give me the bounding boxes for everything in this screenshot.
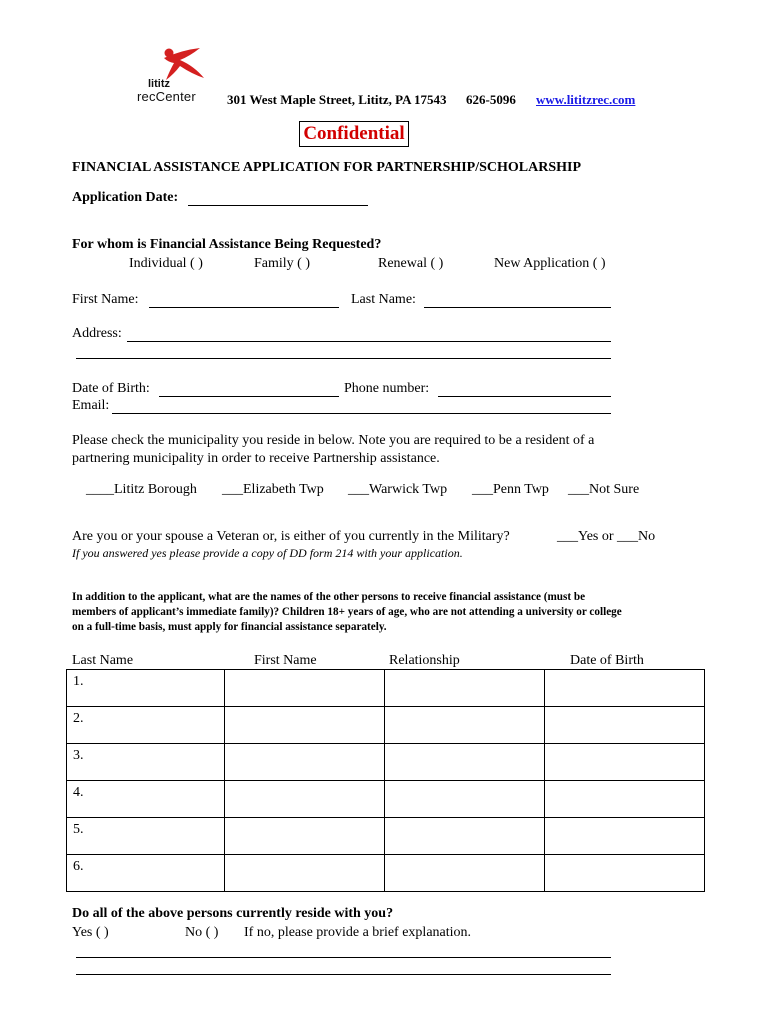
date-of-birth-cell[interactable] — [545, 818, 705, 855]
first-name-label: First Name: — [72, 292, 139, 307]
row-number: 5. — [73, 822, 84, 837]
table-row — [67, 670, 705, 707]
option-new-application[interactable]: New Application ( ) — [494, 256, 606, 271]
first-name-cell[interactable] — [225, 670, 385, 707]
first-name-cell[interactable] — [225, 818, 385, 855]
header-phone: 626-5096 — [466, 92, 516, 107]
dob-label: Date of Birth: — [72, 381, 150, 396]
reside-yes-option[interactable]: Yes ( ) — [72, 925, 109, 940]
reside-no-option[interactable]: No ( ) — [185, 925, 219, 940]
family-members-table — [66, 669, 705, 892]
header-address: 301 West Maple Street, Lititz, PA 17543 — [227, 92, 447, 107]
municipality-penn-twp[interactable]: ___Penn Twp — [472, 482, 549, 497]
option-individual[interactable]: Individual ( ) — [129, 256, 203, 271]
address-field-line-1[interactable] — [127, 341, 611, 342]
table-header-date-of-birth: Date of Birth — [570, 653, 644, 668]
table-row — [67, 781, 705, 818]
address-label: Address: — [72, 326, 122, 341]
table-header-last-name: Last Name — [72, 653, 134, 668]
row-number: 4. — [73, 785, 84, 800]
row-number: 3. — [73, 748, 84, 763]
row-number: 2. — [73, 711, 84, 726]
dob-field[interactable] — [159, 396, 339, 397]
reside-explanation-prompt: If no, please provide a brief explanation. — [244, 925, 472, 940]
explanation-field-line-1[interactable] — [76, 957, 611, 958]
municipality-instructions-line2: partnering municipality in order to receive Partnership assistance. — [72, 451, 440, 466]
confidential-stamp: Confidential — [299, 121, 409, 147]
relationship-cell[interactable] — [385, 818, 545, 855]
phone-label: Phone number: — [344, 381, 430, 396]
last-name-field[interactable] — [424, 307, 611, 308]
municipality-not-sure[interactable]: ___Not Sure — [568, 482, 640, 497]
row-number-cell[interactable] — [67, 707, 225, 744]
row-number-cell[interactable] — [67, 670, 225, 707]
veteran-question: Are you or your spouse a Veteran or, is either of you currently in the Military? — [72, 529, 510, 544]
first-name-cell[interactable] — [225, 781, 385, 818]
address-field-line-2[interactable] — [76, 358, 611, 359]
application-date-label: Application Date: — [72, 190, 179, 205]
other-persons-text-line2: members of applicant’s immediate family)? Children 18+ years of age, who are not attending a university or college — [72, 606, 622, 618]
municipality-lititz-borough[interactable]: ____Lititz Borough — [86, 482, 197, 497]
logo-figure-icon — [134, 44, 214, 84]
row-number: 1. — [73, 674, 84, 689]
table-row — [67, 744, 705, 781]
explanation-field-line-2[interactable] — [76, 974, 611, 975]
veteran-answers[interactable]: ___Yes or ___No — [557, 529, 656, 544]
date-of-birth-cell[interactable] — [545, 670, 705, 707]
row-number: 6. — [73, 859, 84, 874]
option-family[interactable]: Family ( ) — [254, 256, 310, 271]
application-date-field[interactable] — [188, 205, 368, 206]
relationship-cell[interactable] — [385, 670, 545, 707]
email-label: Email: — [72, 398, 110, 413]
veteran-note: If you answered yes please provide a copy of DD form 214 with your application. — [72, 546, 463, 560]
logo-word-lititz: lititz — [148, 78, 170, 90]
date-of-birth-cell[interactable] — [545, 744, 705, 781]
row-number-cell[interactable] — [67, 781, 225, 818]
first-name-cell[interactable] — [225, 707, 385, 744]
municipality-instructions-line1: Please check the municipality you reside in below. Note you are required to be a resident of a — [72, 433, 595, 448]
date-of-birth-cell[interactable] — [545, 707, 705, 744]
option-renewal[interactable]: Renewal ( ) — [378, 256, 444, 271]
first-name-field[interactable] — [149, 307, 339, 308]
date-of-birth-cell[interactable] — [545, 781, 705, 818]
municipality-warwick-twp[interactable]: ___Warwick Twp — [348, 482, 448, 497]
first-name-cell[interactable] — [225, 855, 385, 892]
form-title: FINANCIAL ASSISTANCE APPLICATION FOR PARTNERSHIP/SCHOLARSHIP — [72, 160, 582, 175]
table-row — [67, 818, 705, 855]
row-number-cell[interactable] — [67, 855, 225, 892]
relationship-cell[interactable] — [385, 855, 545, 892]
relationship-cell[interactable] — [385, 781, 545, 818]
last-name-label: Last Name: — [351, 292, 416, 307]
relationship-cell[interactable] — [385, 707, 545, 744]
header-website-link[interactable]: www.lititzrec.com — [536, 92, 636, 107]
relationship-cell[interactable] — [385, 744, 545, 781]
table-row — [67, 707, 705, 744]
logo-word-reccenter: recCenter — [137, 89, 196, 104]
reside-question: Do all of the above persons currently reside with you? — [72, 906, 394, 921]
email-field[interactable] — [112, 413, 611, 414]
phone-field[interactable] — [438, 396, 611, 397]
first-name-cell[interactable] — [225, 744, 385, 781]
other-persons-text-line3: on a full-time basis, must apply for financial assistance separately. — [72, 621, 387, 633]
other-persons-text-line1: In addition to the applicant, what are the names of the other persons to receive financial assistance (must be — [72, 591, 586, 603]
municipality-elizabeth-twp[interactable]: ___Elizabeth Twp — [222, 482, 324, 497]
for-whom-heading: For whom is Financial Assistance Being Requested? — [72, 237, 382, 252]
table-row — [67, 855, 705, 892]
lititz-reccenter-logo — [134, 44, 214, 106]
date-of-birth-cell[interactable] — [545, 855, 705, 892]
row-number-cell[interactable] — [67, 744, 225, 781]
table-header-first-name: First Name — [254, 653, 317, 668]
row-number-cell[interactable] — [67, 818, 225, 855]
table-header-relationship: Relationship — [389, 653, 460, 668]
